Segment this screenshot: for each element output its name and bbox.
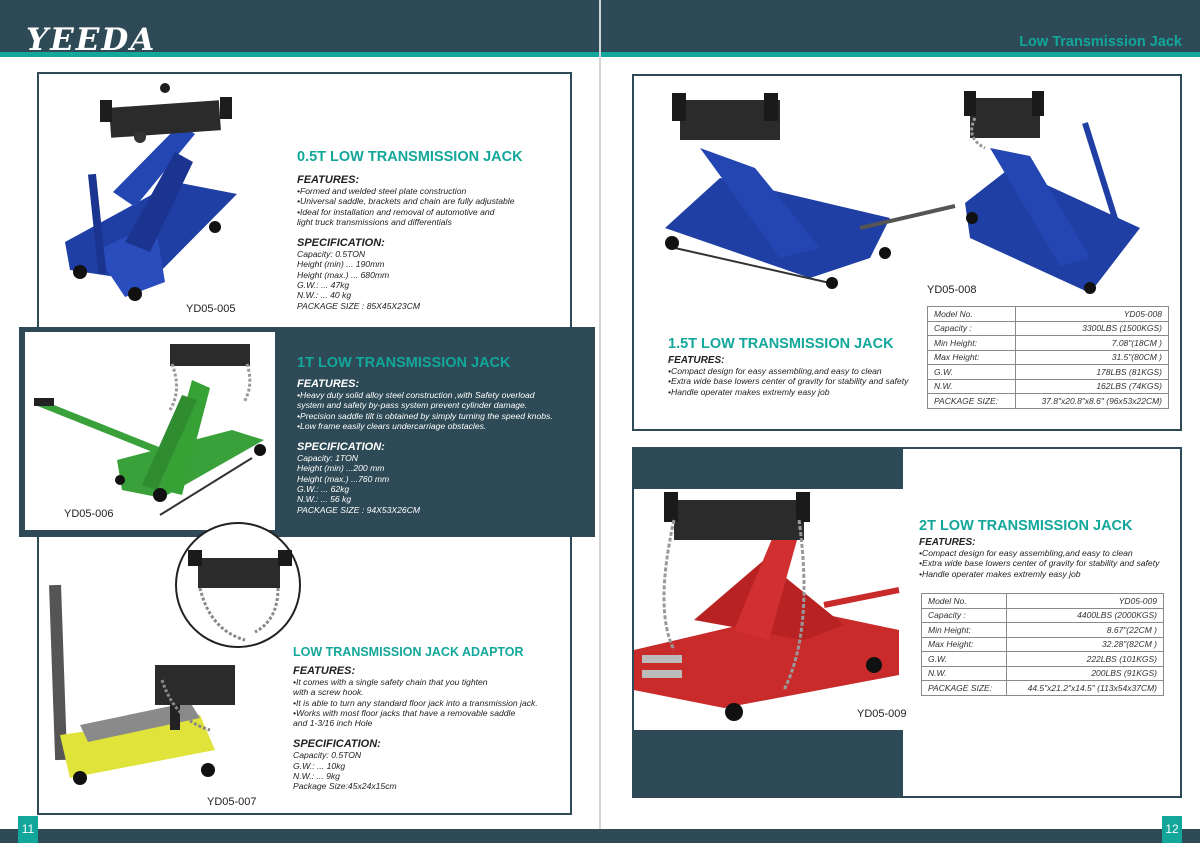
spec-value: 3300LBS (1500KGS) [1016,321,1169,336]
spec-row [928,394,1169,409]
feature-line: •Compact design for easy assembling,and easy to clean [919,548,1133,558]
product-image-yd05-006 [32,340,272,525]
spec-line: G.W.: ... 47kg [297,280,350,291]
spec-line: PACKAGE SIZE : 94X53X26CM [297,504,421,515]
features-heading: FEATURES: [919,537,976,548]
spec-row [928,365,1169,380]
model-code-yd05-005: YD05-005 [186,303,236,315]
spec-label: Min Height: [928,336,1016,351]
feature-line: system and safety by-pass system prevent cylinder damage. [297,400,528,411]
spec-label: Capacity : [922,608,1007,623]
feature-line: •It comes with a single safety chain that you tighten [293,677,488,687]
spec-row [922,594,1164,609]
product-image-yd05-009 [634,490,903,730]
model-code-yd05-009: YD05-009 [857,708,907,720]
spec-label: G.W. [922,652,1007,667]
spec-row [928,336,1169,351]
feature-line: •Low frame easily clears undercarriage obstacles. [297,420,487,431]
spec-value: 7.08"(18CM ) [1016,336,1169,351]
spec-label: Model No. [922,594,1007,609]
spec-value: YD05-009 [1007,594,1164,609]
spec-row [922,623,1164,638]
spec-row [922,681,1164,696]
spec-line: N.W.: ... 56 kg [297,494,352,505]
spec-row [928,350,1169,365]
brand-logo: YEEDA [26,22,157,58]
features-heading: FEATURES: [297,174,360,186]
features-heading: FEATURES: [668,355,725,366]
feature-line: •Formed and welded steel plate construction [297,186,467,196]
product-image-yd05-008-a [660,88,960,288]
feature-line: with a screw hook. [293,687,364,698]
image-band-bottom-yd05-009 [634,730,903,796]
spec-value: 8.67"(22CM ) [1007,623,1164,638]
feature-line: •Heavy duty solid alloy steel construction ,with Safety overload [297,390,535,400]
spec-row [922,637,1164,652]
spec-label: Model No. [928,307,1016,322]
spec-line: N.W.: ... 9kg [293,771,340,782]
spec-label: Max Height: [928,350,1016,365]
spec-label: PACKAGE SIZE: [928,394,1016,409]
product-title-yd05-007: LOW TRANSMISSION JACK ADAPTOR [293,645,524,659]
spec-line: Height (max.) ...760 mm [297,473,390,484]
features-heading: FEATURES: [297,378,360,390]
spec-line: Height (min) ... 190mm [297,259,385,270]
product-title-yd05-009: 2T LOW TRANSMISSION JACK [919,518,1133,534]
spec-line: G.W.: ... 10kg [293,760,346,771]
spec-value: 37.8"x20.8"x8.6" (96x53x22CM) [1016,394,1169,409]
feature-line: •Extra wide base lowers center of gravity for stability and safety [919,558,1160,569]
product-text-yd05-005 [297,166,567,311]
product-text-yd05-006 [297,370,587,515]
model-code-yd05-008: YD05-008 [927,284,977,296]
spec-line: PACKAGE SIZE : 85X45X23CM [297,300,421,311]
product-text-yd05-007 [293,657,563,792]
spec-row [928,321,1169,336]
section-title: Low Transmission Jack [1019,34,1182,50]
feature-line: light truck transmissions and differentials [297,216,452,227]
product-title-yd05-005: 0.5T LOW TRANSMISSION JACK [297,149,523,165]
spec-label: PACKAGE SIZE: [922,681,1007,696]
spec-row [928,379,1169,394]
spec-line: N.W.: ... 40 kg [297,290,352,301]
spec-row [922,666,1164,681]
features-heading: FEATURES: [293,665,356,677]
page-spine [599,0,601,843]
feature-line: •Handle operater makes extremly easy job [668,386,830,397]
spec-value: 32.28"(82CM ) [1007,637,1164,652]
product-title-yd05-008: 1.5T LOW TRANSMISSION JACK [668,336,894,352]
spec-heading: SPECIFICATION: [297,237,385,250]
product-title-yd05-006: 1T LOW TRANSMISSION JACK [297,355,511,371]
image-band-top-yd05-009 [634,449,903,489]
feature-line: •Universal saddle, brackets and chain are fully adjustable [297,196,515,207]
spec-label: Min Height: [922,623,1007,638]
spec-line: Height (min) ...200 mm [297,463,385,474]
product-image-yd05-008-b [950,88,1150,298]
spec-value: 200LBS (91KGS) [1007,666,1164,681]
feature-line: and 1-3/16 inch Hole [293,718,373,729]
spec-line: Package Size:45x24x15cm [293,781,397,792]
spec-value: 222LBS (101KGS) [1007,652,1164,667]
feature-line: •Compact design for easy assembling,and easy to clean [668,366,882,376]
footer-bar [0,829,1200,843]
spec-label: N.W. [922,666,1007,681]
spec-table-yd05-009 [921,593,1164,696]
spec-row [928,307,1169,322]
spec-line: Height (max.) ... 680mm [297,269,390,280]
spec-row [922,608,1164,623]
product-text-yd05-009 [919,529,1179,579]
spec-line: Capacity: 0.5TON [293,750,362,761]
spec-line: Capacity: 0.5TON [297,249,366,260]
feature-line: •Extra wide base lowers center of gravity for stability and safety [668,376,909,387]
spec-label: G.W. [928,365,1016,380]
spec-row [922,652,1164,667]
product-image-yd05-005 [55,82,245,310]
spec-table-yd05-008 [927,306,1169,409]
page-number-right: 12 [1162,816,1182,843]
spec-line: Capacity: 1TON [297,453,358,464]
feature-line: •Precision saddle tilt is obtained by simply turning the speed knobs. [297,410,553,421]
spec-value: 178LBS (81KGS) [1016,365,1169,380]
feature-line: •It is able to turn any standard floor jack into a transmission jack. [293,697,538,708]
spec-label: Capacity : [928,321,1016,336]
page-number-left: 11 [18,816,38,843]
spec-value: YD05-008 [1016,307,1169,322]
product-image-yd05-007 [50,520,320,795]
spec-label: N.W. [928,379,1016,394]
spec-value: 31.5"(80CM ) [1016,350,1169,365]
spec-value: 162LBS (74KGS) [1016,379,1169,394]
spec-value: 4400LBS (2000KGS) [1007,608,1164,623]
product-text-yd05-008 [668,347,928,397]
model-code-yd05-006: YD05-006 [64,508,114,520]
spec-heading: SPECIFICATION: [297,441,385,454]
feature-line: •Handle operater makes extremly easy job [919,568,1081,579]
spec-heading: SPECIFICATION: [293,738,381,751]
feature-line: •Works with most floor jacks that have a removable saddle [293,707,516,718]
feature-line: •Ideal for installation and removal of automotive and [297,206,495,217]
spec-label: Max Height: [922,637,1007,652]
spec-value: 44.5"x21.2"x14.5" (113x54x37CM) [1007,681,1164,696]
spec-line: G.W.: ... 62kg [297,484,350,495]
model-code-yd05-007: YD05-007 [207,796,257,808]
